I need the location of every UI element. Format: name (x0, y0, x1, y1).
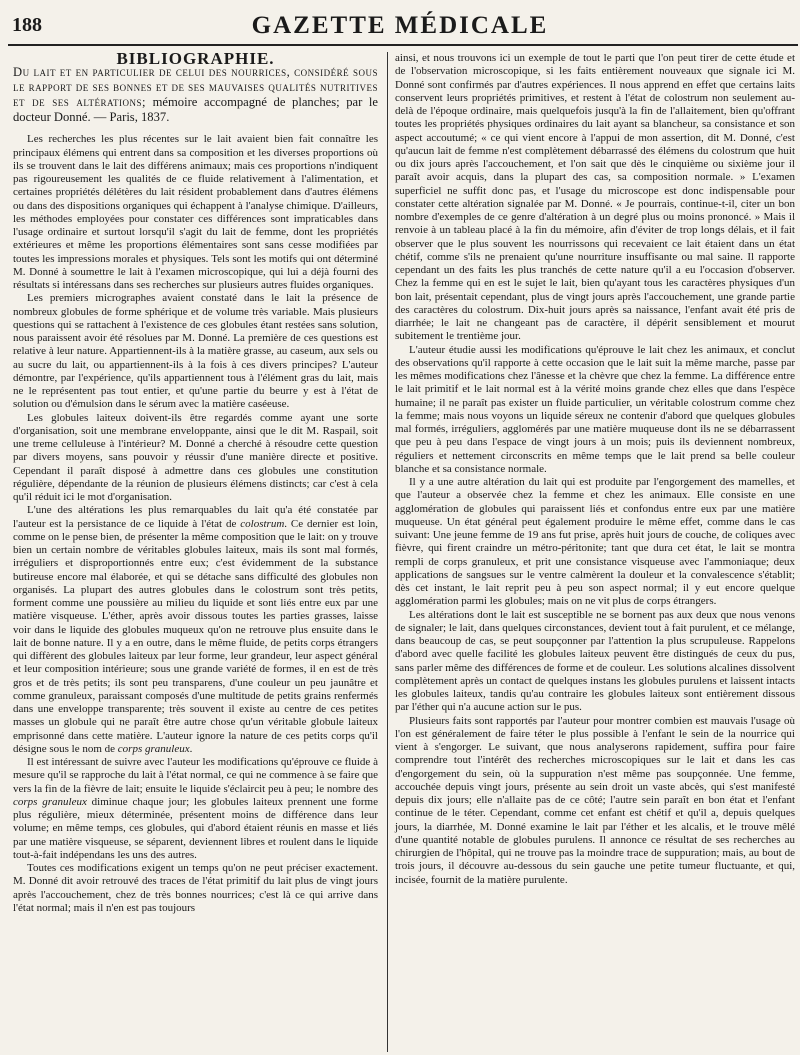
paragraph: Les globules laiteux doivent-ils être regardés comme ayant une sorte d'organisation, soit une membrane enveloppante, ainsi que le dit M. Raspail, soit une treme celluleuse à l'intérieur? M. Donné a cherché à résoudre cette question par divers moyens, sans pouvoir y réussir d'une manière directe et positive. Cependant il paraît disposé à admettre dans ces globules une constitution régulière, dépendante de la réunion de plusieurs élémens distincts; car c'est à cela qu'il réduit ici le mot d'organisation. (13, 411, 378, 503)
masthead-title: GAZETTE MÉDICALE (251, 12, 549, 39)
paragraph: Les premiers micrographes avaient constaté dans le lait la présence de nombreux globules de forme sphérique et de volume très variable. Mais plusieurs questions qui se rattachent à l'existence de ces globules étant restées sans solution, nous paraissent avoir été résolues par M. Donné. La première de ces questions est relative à leur nature. Appartiennent-ils à la matière grasse, au caseum, aux sels ou au sucre du lait, ou appartiennent-ils à la fois à ces divers principes? L'auteur démontre, par l'expérience, qu'ils appartiennent tous à l'élément gras du lait, mais ne le représentent pas tout entier, et qu'une partie du beurre y est à l'état de solution ou d'émulsion dans le sérum avec la matière caséeuse. (13, 292, 378, 411)
right-column (395, 52, 795, 887)
text-run: Il est intéressant de suivre avec l'auteur les modifications qu'éprouve ce fluide à mesure qu'il se rapproche du lait à l'état normal, ce qui ne commence à se faire que vers la fin de la fièvre de lait; ensuite le liquide s'éclaircit peu à peu; le nombre des (13, 756, 378, 795)
paragraph: ainsi, et nous trouvons ici un exemple de tout le parti que l'on peut tirer de cette étude et de l'observation microscopique, si les faits entièrement nouveaux que signale ici M. Donné sont confirmés par d'autres expériences. Il nous apprend en effet que certains laits conservent leurs propriétés primitives, et restent à l'état de colostrum non seulement au-delà de l'époque ordinaire, mais quelquefois jusqu'à la fin de l'allaitement, bien qu'offrant toutes les propriétés physiques ordinaires du lait ayant sa blancheur, sa consistance et son aspect accoutumé; « ce qui vient encore à l'appui de mon assertion, dit M. Donné, c'est qu'aucun lait de femme n'est complètement débarrassé des élémens du colostrum que huit ou dix jours après l'accouchement, et l'on sait que dès le cinquième ou sixième jour il paraît avoir acquis, dans la plupart des cas, sa composition normale. » L'examen superficiel ne suffit donc pas, et l'usage du microscope est donc indispensable pour constater cette altération signalée par M. Donné. « Je pourrais, continue-t-il, citer un bon nombre d'exemples de ce genre d'altération à un degré plus ou moins prononcé. » Mais il renvoie à un tableau placé à la fin du mémoire, afin d'éviter de trop longs délais, et il fait observer que le plus souvent les nourrissons qui recevaient ce lait étaient dans un état chétif, comme s'ils ne prenaient qu'une nourriture insuffisante ou mal saine. Il rapporte cependant un des faits les plus tranchés de cette nature qu'il a eu l'occasion d'observer. Chez la femme qui en est le sujet le lait, bien qu'ayant tous les caractères physiques d'un bon lait, présentait cependant, plus de vingt jours après l'accouchement, une grande partie des caractères du colostrum. Dix-huit jours après sa naissance, l'enfant avait été pris de diarrhée; le lait ne changeant pas de caractère, il dépérit sensiblement et mourut subitement le trentième jour. (395, 52, 795, 343)
paragraph: Les recherches les plus récentes sur le lait avaient bien fait connaître les principaux élémens qui entrent dans sa composition et les diverses proportions où ils se trouvent dans le lait des différens animaux; mais ces proportions n'indiquent pas rigoureusement les qualités de ce fluide relativement à l'alimentation, et certaines propriétés délétères du lait résident probablement dans d'autres élémens ou dans des dispositions organiques qui échappent à l'analyse chimique. D'ailleurs, les méthodes employées pour constater ces différences sont impraticables dans l'usage ordinaire et surtout lorsqu'il s'agit du lait de femme, dont les propriétés extérieures et même les proportions élémentaires sont sans cesse modifiées par toutes les impressions morales et physiques. Tels sont les motifs qui ont déterminé M. Donné à soumettre le lait à l'examen microscopique, qui lui a déjà fourni des résultats si intéressans dans ses recherches sur plusieurs autres fluides organiques. (13, 133, 378, 291)
page-header (0, 10, 800, 46)
text-run: . (189, 742, 193, 755)
text-run: diminue chaque jour; les globules laiteux prennent une forme plus régulière, mieux déterminée, présentent moins de différence dans leur volume; en même temps, ces globules, qui d'abord étaient réunis en masse et liés par une matière visqueuse, se séparent, deviennent libres et roulent dans le liquide tout-à-fait indépendans les uns des autres. (13, 795, 378, 861)
bibliography-title: Du lait et en particulier de celui des nourrices, considéré sous le rapport de ses bonnes et de ses mauvaises qualités nutritives et de ses altérations; (13, 65, 378, 110)
italic-term: colostrum (240, 517, 285, 530)
paragraph: L'auteur étudie aussi les modifications qu'éprouve le lait chez les animaux, et conclut des observations qu'il rapporte à cette occasion que le lait suit la même marche, passe par les mêmes modifications chez l'ânesse et la chèvre que chez la femme. La différence entre le lait primitif et le lait normal est à la vérité moins grande chez elles que dans l'espèce humaine; il ne paraît pas exister un fluide particulier, un véritable colostrum comme chez la femme; mais nous voyons un liquide séreux ne contenir d'abord que quelques globules mal formés, irréguliers, agglomérés par une matière muqueuse dont ils ne se débarrassent que peu à peu dans l'espace de vingt jours à un mois; puis ils deviennent nombreux, réguliers et nettement circonscrits en même temps que le lait prend sa belle couleur blanche et sa consistance normale. (395, 343, 795, 475)
paragraph: Il y a une autre altération du lait qui est produite par l'engorgement des mamelles, et que l'auteur a observée chez la femme et chez les animaux. Elle consiste en une agglomération de globules qui paraissent liés et confondus entre eux par une matière muqueuse. Un état général peut également produire le même effet, comme dans le cas suivant: Une jeune femme de 19 ans fut prise, après huit jours de couche, de coliques avec fièvre, qui firent craindre un métro-péritonite; tant que dura cet état, le lait se montra rempli de corps granuleux, et prit une consistance visqueuse avec l'ammoniaque; deux applications de sangsues sur le ventre calmèrent la douleur et la convalescence s'établit; dès cet instant, le lait reprit peu à peu son aspect normal; il y eut encore quelque agglomération parmi les globules; mais on ne vit plus de corps étrangers. (395, 476, 795, 608)
text-run: . Ce dernier est loin, comme on le pense bien, de présenter la même composition que le lait: on y trouve bien un certain nombre de véritables globules laiteux, mais ils sont mal formés, irréguliers et disproportionnés entre eux; c'est évidemment de la substance butireuse encore mal élaborée, et qui se détache sans difficulté des globules non organisés. La plupart des autres globules dans le colostrum sont très petits, forment comme une poussière au milieu du liquide et sont liés entre eux par une matière visqueuse. L'éther, après avoir dissous toutes les parties grasses, laisse voir dans le liquide des globules muqueux qu'on ne retrouve plus ensuite dans le lait de bonne nature. Il y a en outre, dans le même fluide, de petits corps étrangers qui diffèrent des globules laiteux par leur forme, leur grandeur, leur aspect général et leur composition intérieure; sous une grande variété de formes, il en est de très gros et de très petits; ils sont peu transparens, d'une couleur un peu jaunâtre et comme granuleux, paraissant composés d'une multitude de petits grains renfermés dans une enveloppe transparente; très souvent il existe au centre de ces petites masses un globule qui ne paraît être autre chose qu'un véritable globule laiteux emprisonné dans cette matière. L'auteur ignore la nature de ces petits corps qu'il désigne sous le nom de (13, 517, 378, 755)
paragraph: Toutes ces modifications exigent un temps qu'on ne peut préciser exactement. M. Donné dit avoir retrouvé des traces de l'état primitif du lait plus de vingt jours après l'accouchement, chez de très bonnes nourrices; c'est là ce qui arrive dans l'état normal; mais il n'en est pas toujours (13, 862, 378, 914)
column-divider (387, 52, 388, 1052)
left-column (13, 49, 378, 915)
bibliography-heading (13, 65, 378, 125)
section-title: BIBLIOGRAPHIE. (116, 49, 275, 68)
paragraph: Les altérations dont le lait est susceptible ne se bornent pas aux deux que nous venons de signaler; le lait, dans quelques circonstances, devient tout à fait purulent, et ce mélange, dans beaucoup de cas, se peut soupçonner par l'attention la plus scrupuleuse. Rappelons d'abord avec quelle facilité les globules laiteux peuvent être distingués de ceux du pus, sans parler même des différences de forme et de couleur. Les solutions alcalines dissolvent complètement après un contact de quelques instans les globules purulens et laissent intacts les globules laiteux, tandis qu'au contraire les globules laiteux sont entièrement dissous par l'éther qui n'a aucune action sur le pus. (395, 608, 795, 714)
italic-term: corps granuleux (117, 742, 190, 755)
paragraph (13, 504, 378, 756)
page-number: 188 (12, 14, 42, 36)
header-rule (8, 44, 798, 46)
paragraph: Plusieurs faits sont rapportés par l'auteur pour montrer combien est mauvais l'usage où l'on est généralement de faire téter le plus possible à l'enfant le sein de la nourrice qui vient à s'engorger. Le suivant, que nous analyserons rapidement, suffira pour faire comprendre tout l'intérêt des recherches microscopiques sur le lait et dans les cas d'engorgement du sein, où la suppuration n'est même pas soupçonnée. Une femme, accouchée depuis vingt jours, présente au sein droit un vaste abcès, qui s'est manifesté depuis dix jours; elle n'allaite pas de ce côté; l'autre sein paraît en bon état et l'enfant continue de le téter. Cependant, comme cet enfant est chétif et qu'il a, depuis quelques jours, la diarrhée, M. Donné examine le lait par l'éther et les alcalis, et le trouve mêlé d'une quantité notable de globules purulens. Il annonce ce résultat de ses recherches au chirurgien de l'hôpital, qui ne trouve pas la moindre trace de suppuration; mais, au bout de trois jours, il découvre au-dessous du sein gauche une petite tumeur fluctuante, et qui, incisée, fournit de la matière purulente. (395, 714, 795, 886)
italic-term: corps granuleux (13, 795, 87, 808)
text-run: L'une des altérations les plus remarquables du lait qu'a été constatée par l'auteur est la persistance de ce liquide à l'état de (13, 504, 378, 530)
paragraph (13, 756, 378, 862)
bibliography-details: mémoire accompagné de planches; par le docteur Donné. — Paris, 1837. (13, 95, 378, 125)
